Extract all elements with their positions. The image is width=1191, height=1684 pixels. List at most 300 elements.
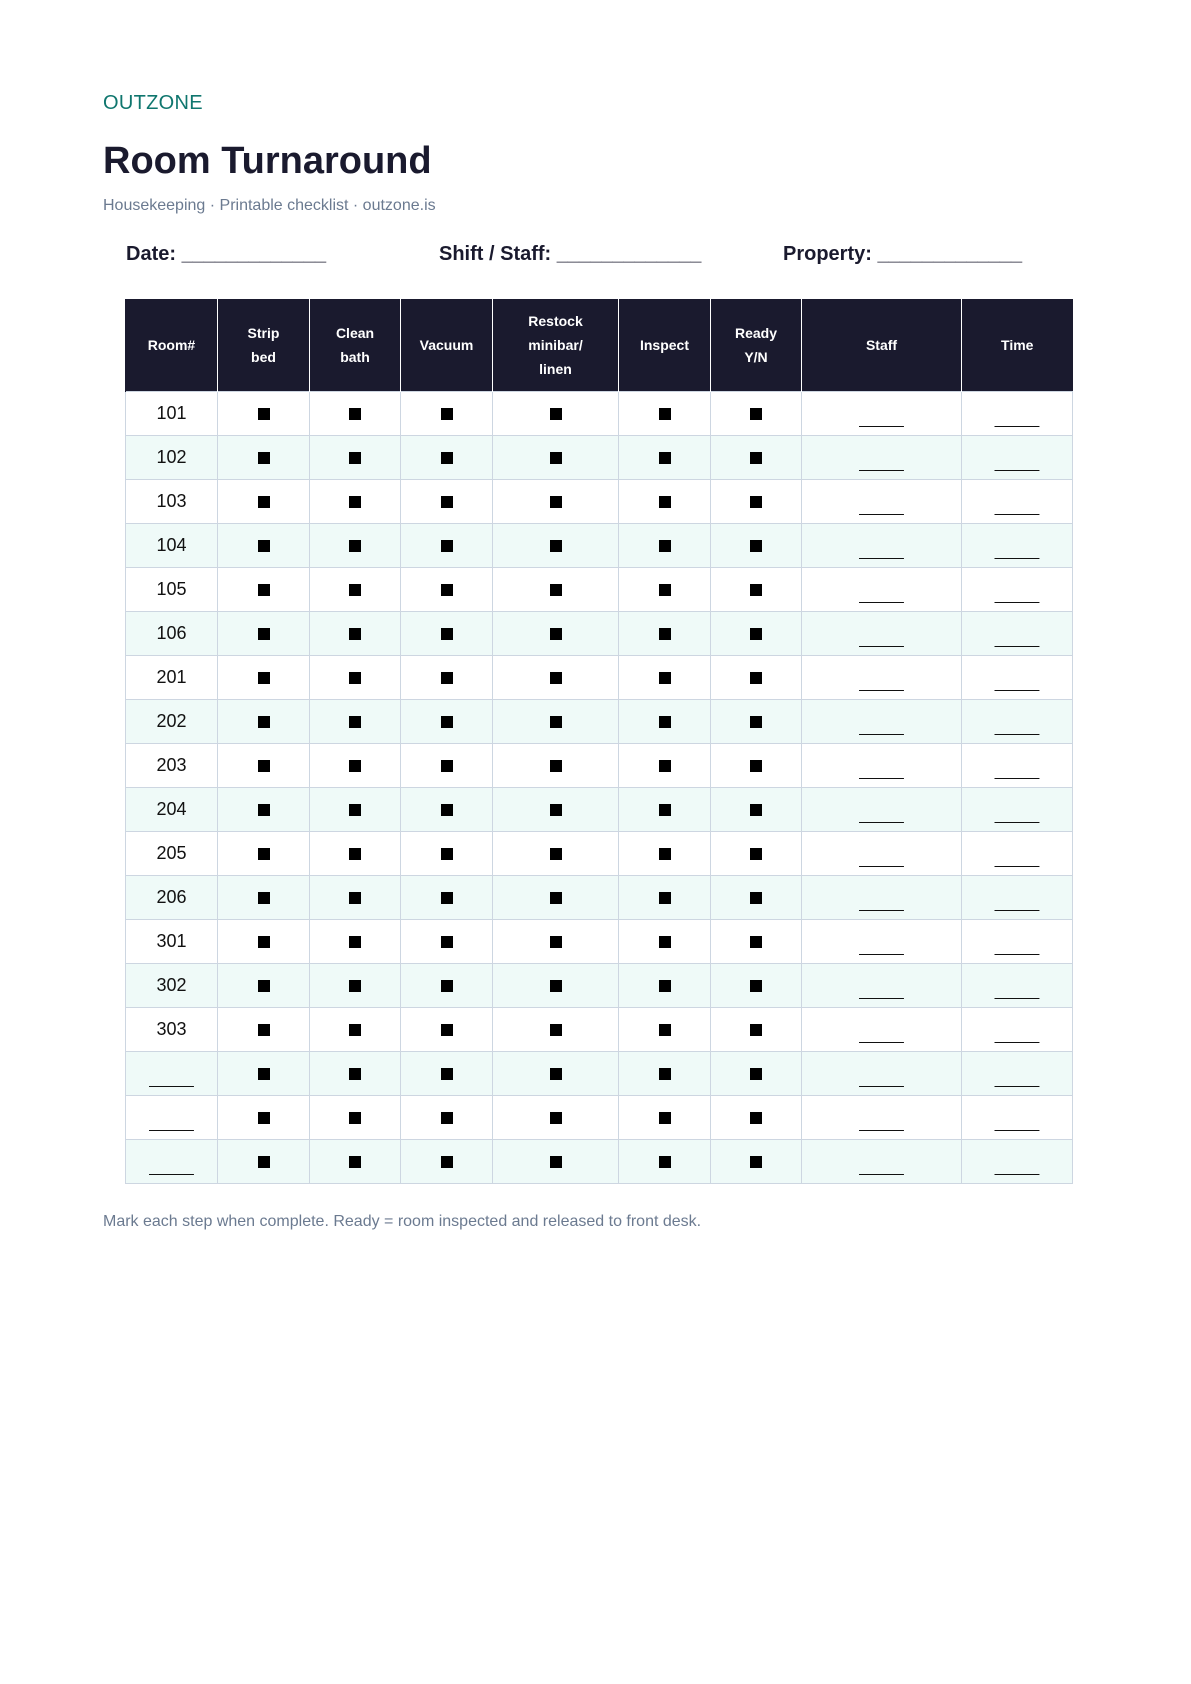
- checkbox-square-icon[interactable]: [349, 936, 361, 948]
- checkbox-cell-clean-bath[interactable]: [310, 567, 401, 611]
- checkbox-square-icon[interactable]: [750, 1068, 762, 1080]
- checkbox-square-icon[interactable]: [349, 1024, 361, 1036]
- table-body: [126, 391, 1073, 1183]
- checkbox-square-icon[interactable]: [550, 848, 562, 860]
- checkbox-cell-restock-minibar-linen[interactable]: [493, 1051, 619, 1095]
- checkbox-cell-inspect[interactable]: [619, 479, 711, 523]
- checkbox-square-icon[interactable]: [659, 584, 671, 596]
- checkbox-cell-strip-bed[interactable]: [218, 1051, 310, 1095]
- checkbox-square-icon[interactable]: [659, 1068, 671, 1080]
- checkbox-square-icon[interactable]: [659, 1024, 671, 1036]
- staff-blank-line: _____: [859, 410, 904, 428]
- checkbox-square-icon[interactable]: [550, 672, 562, 684]
- room-number-cell[interactable]: [126, 1051, 218, 1095]
- checkbox-square-icon[interactable]: [349, 452, 361, 464]
- checkbox-square-icon[interactable]: [441, 936, 453, 948]
- checkbox-cell-inspect[interactable]: [619, 875, 711, 919]
- checkbox-cell-clean-bath[interactable]: [310, 655, 401, 699]
- staff-blank-cell[interactable]: [802, 831, 962, 875]
- room-number-cell: [126, 699, 218, 743]
- shift-staff-field[interactable]: Shift / Staff: _____________: [439, 243, 702, 265]
- column-header-staff: [802, 299, 962, 391]
- checkbox-cell-restock-minibar-linen[interactable]: [493, 963, 619, 1007]
- staff-blank-cell[interactable]: [802, 963, 962, 1007]
- property-field[interactable]: Property: _____________: [783, 243, 1023, 265]
- time-blank-cell[interactable]: [962, 1007, 1073, 1051]
- checkbox-square-icon[interactable]: [258, 848, 270, 860]
- checkbox-square-icon[interactable]: [258, 936, 270, 948]
- checkbox-square-icon[interactable]: [349, 496, 361, 508]
- time-blank-cell[interactable]: [962, 919, 1073, 963]
- room-number-cell: [126, 567, 218, 611]
- checkbox-cell-inspect[interactable]: [619, 699, 711, 743]
- checkbox-square-icon[interactable]: [659, 848, 671, 860]
- checkbox-square-icon[interactable]: [258, 1068, 270, 1080]
- staff-blank-cell[interactable]: [802, 1139, 962, 1183]
- checkbox-cell-vacuum[interactable]: [401, 523, 493, 567]
- checkbox-square-icon[interactable]: [349, 1156, 361, 1168]
- checkbox-cell-strip-bed[interactable]: [218, 435, 310, 479]
- time-blank-cell[interactable]: [962, 479, 1073, 523]
- staff-blank-line: _____: [859, 762, 904, 780]
- staff-blank-cell[interactable]: [802, 743, 962, 787]
- checkbox-cell-restock-minibar-linen[interactable]: [493, 655, 619, 699]
- checkbox-cell-vacuum[interactable]: [401, 1139, 493, 1183]
- staff-blank-line: _____: [859, 1158, 904, 1176]
- checkbox-cell-clean-bath[interactable]: [310, 963, 401, 1007]
- checkbox-square-icon[interactable]: [441, 672, 453, 684]
- checkbox-cell-clean-bath[interactable]: [310, 875, 401, 919]
- checkbox-cell-vacuum[interactable]: [401, 919, 493, 963]
- checkbox-square-icon[interactable]: [441, 760, 453, 772]
- checkbox-square-icon[interactable]: [349, 760, 361, 772]
- checkbox-cell-ready[interactable]: [711, 435, 802, 479]
- checkbox-cell-strip-bed[interactable]: [218, 655, 310, 699]
- checkbox-cell-ready[interactable]: [711, 831, 802, 875]
- checkbox-square-icon[interactable]: [349, 716, 361, 728]
- checkbox-square-icon[interactable]: [550, 1068, 562, 1080]
- checkbox-cell-ready[interactable]: [711, 1007, 802, 1051]
- staff-blank-cell[interactable]: [802, 391, 962, 435]
- table-row: [126, 831, 1073, 875]
- checkbox-square-icon[interactable]: [550, 892, 562, 904]
- staff-blank-cell[interactable]: [802, 919, 962, 963]
- checkbox-cell-restock-minibar-linen[interactable]: [493, 1095, 619, 1139]
- table-header-row: [126, 299, 1073, 391]
- checkbox-cell-ready[interactable]: [711, 611, 802, 655]
- checkbox-cell-restock-minibar-linen[interactable]: [493, 479, 619, 523]
- checkbox-square-icon[interactable]: [349, 1112, 361, 1124]
- checkbox-cell-ready[interactable]: [711, 787, 802, 831]
- checkbox-cell-strip-bed[interactable]: [218, 1007, 310, 1051]
- checkbox-cell-clean-bath[interactable]: [310, 1139, 401, 1183]
- checkbox-cell-vacuum[interactable]: [401, 787, 493, 831]
- staff-blank-cell[interactable]: [802, 1007, 962, 1051]
- checkbox-cell-strip-bed[interactable]: [218, 611, 310, 655]
- checkbox-square-icon[interactable]: [659, 892, 671, 904]
- checkbox-square-icon[interactable]: [258, 804, 270, 816]
- checkbox-square-icon[interactable]: [441, 980, 453, 992]
- checkbox-square-icon[interactable]: [750, 584, 762, 596]
- checkbox-cell-inspect[interactable]: [619, 1051, 711, 1095]
- checkbox-square-icon[interactable]: [441, 1024, 453, 1036]
- checkbox-square-icon[interactable]: [659, 452, 671, 464]
- checkbox-square-icon[interactable]: [349, 584, 361, 596]
- checkbox-square-icon[interactable]: [750, 408, 762, 420]
- checkbox-cell-vacuum[interactable]: [401, 567, 493, 611]
- checkbox-square-icon[interactable]: [349, 1068, 361, 1080]
- room-number: 202: [156, 710, 187, 731]
- checkbox-cell-ready[interactable]: [711, 743, 802, 787]
- time-blank-cell[interactable]: [962, 699, 1073, 743]
- checkbox-cell-clean-bath[interactable]: [310, 919, 401, 963]
- checkbox-square-icon[interactable]: [550, 1156, 562, 1168]
- time-blank-line: _____: [994, 542, 1040, 560]
- checkbox-square-icon[interactable]: [750, 848, 762, 860]
- checkbox-cell-clean-bath[interactable]: [310, 1007, 401, 1051]
- staff-blank-cell[interactable]: [802, 567, 962, 611]
- checkbox-cell-strip-bed[interactable]: [218, 743, 310, 787]
- table-row: [126, 919, 1073, 963]
- checkbox-cell-clean-bath[interactable]: [310, 743, 401, 787]
- checkbox-square-icon[interactable]: [441, 804, 453, 816]
- checkbox-square-icon[interactable]: [750, 936, 762, 948]
- checkbox-square-icon[interactable]: [441, 1156, 453, 1168]
- checkbox-square-icon[interactable]: [550, 1112, 562, 1124]
- time-blank-cell[interactable]: [962, 655, 1073, 699]
- checkbox-square-icon[interactable]: [349, 540, 361, 552]
- checkbox-square-icon[interactable]: [441, 496, 453, 508]
- checkbox-cell-vacuum[interactable]: [401, 655, 493, 699]
- time-blank-line: _____: [994, 1026, 1040, 1044]
- time-blank-cell[interactable]: [962, 1139, 1073, 1183]
- time-blank-cell[interactable]: [962, 787, 1073, 831]
- staff-blank-cell[interactable]: [802, 479, 962, 523]
- checkbox-cell-ready[interactable]: [711, 963, 802, 1007]
- checkbox-square-icon[interactable]: [349, 628, 361, 640]
- checkbox-cell-ready[interactable]: [711, 567, 802, 611]
- checkbox-square-icon[interactable]: [441, 1112, 453, 1124]
- column-header-text: bath: [340, 348, 370, 365]
- checkbox-square-icon[interactable]: [750, 892, 762, 904]
- checkbox-square-icon[interactable]: [659, 540, 671, 552]
- checkbox-cell-strip-bed[interactable]: [218, 919, 310, 963]
- checkbox-square-icon[interactable]: [550, 452, 562, 464]
- checkbox-cell-vacuum[interactable]: [401, 435, 493, 479]
- checkbox-square-icon[interactable]: [550, 716, 562, 728]
- checkbox-square-icon[interactable]: [659, 1112, 671, 1124]
- checkbox-square-icon[interactable]: [258, 1156, 270, 1168]
- checkbox-square-icon[interactable]: [550, 760, 562, 772]
- checkbox-cell-restock-minibar-linen[interactable]: [493, 391, 619, 435]
- checkbox-square-icon[interactable]: [258, 452, 270, 464]
- checkbox-square-icon[interactable]: [659, 936, 671, 948]
- checkbox-cell-strip-bed[interactable]: [218, 479, 310, 523]
- checkbox-cell-inspect[interactable]: [619, 919, 711, 963]
- room-number-cell: [126, 655, 218, 699]
- checkbox-square-icon[interactable]: [659, 496, 671, 508]
- checkbox-cell-inspect[interactable]: [619, 435, 711, 479]
- checkbox-cell-restock-minibar-linen[interactable]: [493, 1007, 619, 1051]
- room-number-cell: [126, 479, 218, 523]
- time-blank-line: _____: [994, 894, 1040, 912]
- time-blank-cell[interactable]: [962, 1095, 1073, 1139]
- time-blank-line: _____: [994, 1158, 1040, 1176]
- time-blank-cell[interactable]: [962, 391, 1073, 435]
- checkbox-cell-vacuum[interactable]: [401, 391, 493, 435]
- page-subtitle: Housekeeping · Printable checklist · outzone.is: [103, 197, 436, 214]
- room-number: 204: [156, 798, 187, 819]
- checkbox-square-icon[interactable]: [659, 408, 671, 420]
- staff-blank-cell[interactable]: [802, 1095, 962, 1139]
- checkbox-cell-restock-minibar-linen[interactable]: [493, 787, 619, 831]
- checkbox-square-icon[interactable]: [550, 496, 562, 508]
- checkbox-square-icon[interactable]: [441, 628, 453, 640]
- checkbox-square-icon[interactable]: [349, 672, 361, 684]
- checkbox-cell-inspect[interactable]: [619, 567, 711, 611]
- time-blank-cell[interactable]: [962, 743, 1073, 787]
- staff-blank-cell[interactable]: [802, 875, 962, 919]
- checkbox-square-icon[interactable]: [441, 452, 453, 464]
- time-blank-line: _____: [994, 674, 1040, 692]
- checkbox-cell-ready[interactable]: [711, 1051, 802, 1095]
- checkbox-square-icon[interactable]: [258, 584, 270, 596]
- checkbox-square-icon[interactable]: [349, 892, 361, 904]
- checkbox-square-icon[interactable]: [258, 760, 270, 772]
- checkbox-square-icon[interactable]: [659, 628, 671, 640]
- checkbox-square-icon[interactable]: [349, 408, 361, 420]
- checkbox-square-icon[interactable]: [750, 672, 762, 684]
- table-row: [126, 523, 1073, 567]
- checkbox-cell-inspect[interactable]: [619, 831, 711, 875]
- checkbox-cell-restock-minibar-linen[interactable]: [493, 435, 619, 479]
- brand-name: OUTZONE: [103, 92, 203, 114]
- checkbox-cell-inspect[interactable]: [619, 655, 711, 699]
- checkbox-cell-strip-bed[interactable]: [218, 831, 310, 875]
- checkbox-square-icon[interactable]: [750, 1112, 762, 1124]
- checkbox-square-icon[interactable]: [750, 1024, 762, 1036]
- checkbox-square-icon[interactable]: [258, 496, 270, 508]
- checkbox-square-icon[interactable]: [349, 980, 361, 992]
- checkbox-cell-vacuum[interactable]: [401, 479, 493, 523]
- time-blank-line: _____: [994, 762, 1040, 780]
- checkbox-cell-clean-bath[interactable]: [310, 1095, 401, 1139]
- table-row: [126, 655, 1073, 699]
- checkbox-square-icon[interactable]: [750, 716, 762, 728]
- checkbox-square-icon[interactable]: [349, 804, 361, 816]
- time-blank-line: _____: [994, 586, 1040, 604]
- checkbox-cell-strip-bed[interactable]: [218, 963, 310, 1007]
- checkbox-square-icon[interactable]: [750, 628, 762, 640]
- time-blank-cell[interactable]: [962, 611, 1073, 655]
- checkbox-cell-vacuum[interactable]: [401, 1007, 493, 1051]
- time-blank-cell[interactable]: [962, 963, 1073, 1007]
- room-number: 103: [156, 490, 187, 511]
- checkbox-square-icon[interactable]: [550, 1024, 562, 1036]
- checkbox-cell-vacuum[interactable]: [401, 831, 493, 875]
- time-blank-cell[interactable]: [962, 523, 1073, 567]
- room-number-cell: [126, 743, 218, 787]
- room-number-cell[interactable]: [126, 1139, 218, 1183]
- checkbox-cell-clean-bath[interactable]: [310, 611, 401, 655]
- staff-blank-line: _____: [859, 982, 904, 1000]
- checkbox-square-icon[interactable]: [258, 716, 270, 728]
- checkbox-cell-inspect[interactable]: [619, 391, 711, 435]
- checkbox-square-icon[interactable]: [659, 672, 671, 684]
- checkbox-cell-clean-bath[interactable]: [310, 479, 401, 523]
- checkbox-cell-restock-minibar-linen[interactable]: [493, 919, 619, 963]
- checkbox-cell-restock-minibar-linen[interactable]: [493, 831, 619, 875]
- checkbox-cell-inspect[interactable]: [619, 611, 711, 655]
- checkbox-cell-strip-bed[interactable]: [218, 567, 310, 611]
- checkbox-square-icon[interactable]: [258, 540, 270, 552]
- checkbox-square-icon[interactable]: [258, 628, 270, 640]
- column-header-text: Ready: [734, 324, 778, 341]
- checkbox-cell-restock-minibar-linen[interactable]: [493, 567, 619, 611]
- checkbox-cell-ready[interactable]: [711, 699, 802, 743]
- checkbox-cell-ready[interactable]: [711, 479, 802, 523]
- checkbox-cell-strip-bed[interactable]: [218, 875, 310, 919]
- room-number: 302: [156, 974, 187, 995]
- checkbox-square-icon[interactable]: [441, 584, 453, 596]
- checkbox-cell-vacuum[interactable]: [401, 1051, 493, 1095]
- checkbox-square-icon[interactable]: [258, 892, 270, 904]
- checkbox-square-icon[interactable]: [441, 540, 453, 552]
- checkbox-cell-vacuum[interactable]: [401, 963, 493, 1007]
- checkbox-square-icon[interactable]: [550, 804, 562, 816]
- checkbox-cell-vacuum[interactable]: [401, 699, 493, 743]
- table-row: [126, 435, 1073, 479]
- time-blank-cell[interactable]: [962, 875, 1073, 919]
- staff-blank-line: _____: [859, 454, 904, 472]
- checkbox-square-icon[interactable]: [550, 980, 562, 992]
- checkbox-cell-inspect[interactable]: [619, 1007, 711, 1051]
- checkbox-cell-restock-minibar-linen[interactable]: [493, 743, 619, 787]
- staff-blank-cell[interactable]: [802, 611, 962, 655]
- checkbox-cell-ready[interactable]: [711, 391, 802, 435]
- checkbox-cell-clean-bath[interactable]: [310, 523, 401, 567]
- time-blank-cell[interactable]: [962, 435, 1073, 479]
- checkbox-square-icon[interactable]: [750, 540, 762, 552]
- checkbox-cell-strip-bed[interactable]: [218, 1139, 310, 1183]
- time-blank-cell[interactable]: [962, 831, 1073, 875]
- staff-blank-cell[interactable]: [802, 655, 962, 699]
- checkbox-cell-strip-bed[interactable]: [218, 523, 310, 567]
- checkbox-cell-restock-minibar-linen[interactable]: [493, 611, 619, 655]
- checkbox-cell-strip-bed[interactable]: [218, 787, 310, 831]
- checkbox-square-icon[interactable]: [750, 496, 762, 508]
- checkbox-cell-ready[interactable]: [711, 919, 802, 963]
- checkbox-cell-clean-bath[interactable]: [310, 787, 401, 831]
- checkbox-square-icon[interactable]: [550, 408, 562, 420]
- staff-blank-cell[interactable]: [802, 699, 962, 743]
- checkbox-square-icon[interactable]: [750, 452, 762, 464]
- staff-blank-cell[interactable]: [802, 1051, 962, 1095]
- staff-blank-cell[interactable]: [802, 435, 962, 479]
- staff-blank-line: _____: [859, 542, 904, 560]
- time-blank-cell[interactable]: [962, 1051, 1073, 1095]
- checkbox-square-icon[interactable]: [258, 408, 270, 420]
- checkbox-square-icon[interactable]: [441, 848, 453, 860]
- checkbox-cell-ready[interactable]: [711, 1139, 802, 1183]
- checkbox-cell-inspect[interactable]: [619, 787, 711, 831]
- checkbox-square-icon[interactable]: [441, 892, 453, 904]
- room-number: 106: [156, 622, 187, 643]
- checkbox-square-icon[interactable]: [750, 804, 762, 816]
- checkbox-cell-ready[interactable]: [711, 523, 802, 567]
- table-row: [126, 1051, 1073, 1095]
- checkbox-cell-ready[interactable]: [711, 1095, 802, 1139]
- checkbox-square-icon[interactable]: [659, 1156, 671, 1168]
- room-number-cell[interactable]: [126, 1095, 218, 1139]
- checkbox-square-icon[interactable]: [441, 716, 453, 728]
- date-field[interactable]: Date: _____________: [126, 243, 327, 265]
- checkbox-cell-restock-minibar-linen[interactable]: [493, 523, 619, 567]
- checkbox-square-icon[interactable]: [659, 760, 671, 772]
- checkbox-cell-vacuum[interactable]: [401, 611, 493, 655]
- checkbox-square-icon[interactable]: [441, 408, 453, 420]
- checkbox-cell-inspect[interactable]: [619, 523, 711, 567]
- checkbox-square-icon[interactable]: [659, 716, 671, 728]
- checkbox-square-icon[interactable]: [550, 936, 562, 948]
- checkbox-cell-strip-bed[interactable]: [218, 1095, 310, 1139]
- staff-blank-cell[interactable]: [802, 523, 962, 567]
- checkbox-cell-ready[interactable]: [711, 875, 802, 919]
- checkbox-cell-restock-minibar-linen[interactable]: [493, 1139, 619, 1183]
- checkbox-square-icon[interactable]: [750, 980, 762, 992]
- checkbox-square-icon[interactable]: [550, 584, 562, 596]
- checkbox-cell-clean-bath[interactable]: [310, 699, 401, 743]
- checkbox-cell-inspect[interactable]: [619, 1139, 711, 1183]
- checkbox-cell-clean-bath[interactable]: [310, 831, 401, 875]
- checkbox-cell-vacuum[interactable]: [401, 743, 493, 787]
- column-header-room: [126, 299, 218, 391]
- staff-blank-cell[interactable]: [802, 787, 962, 831]
- checkbox-cell-clean-bath[interactable]: [310, 1051, 401, 1095]
- room-number: 301: [156, 930, 187, 951]
- checkbox-square-icon[interactable]: [258, 1112, 270, 1124]
- checkbox-cell-strip-bed[interactable]: [218, 391, 310, 435]
- checkbox-square-icon[interactable]: [659, 804, 671, 816]
- time-blank-cell[interactable]: [962, 567, 1073, 611]
- checkbox-square-icon[interactable]: [349, 848, 361, 860]
- checkbox-cell-strip-bed[interactable]: [218, 699, 310, 743]
- room-number: 104: [156, 534, 187, 555]
- checkbox-square-icon[interactable]: [258, 980, 270, 992]
- checkbox-square-icon[interactable]: [659, 980, 671, 992]
- checkbox-cell-vacuum[interactable]: [401, 1095, 493, 1139]
- checkbox-square-icon[interactable]: [550, 540, 562, 552]
- checkbox-cell-restock-minibar-linen[interactable]: [493, 699, 619, 743]
- checkbox-cell-clean-bath[interactable]: [310, 391, 401, 435]
- checkbox-square-icon[interactable]: [258, 672, 270, 684]
- checkbox-cell-restock-minibar-linen[interactable]: [493, 875, 619, 919]
- time-blank-line: _____: [994, 938, 1040, 956]
- checkbox-cell-ready[interactable]: [711, 655, 802, 699]
- checkbox-square-icon[interactable]: [750, 1156, 762, 1168]
- checkbox-cell-inspect[interactable]: [619, 743, 711, 787]
- checkbox-cell-vacuum[interactable]: [401, 875, 493, 919]
- room-number: 206: [156, 886, 187, 907]
- checkbox-square-icon[interactable]: [258, 1024, 270, 1036]
- checkbox-cell-inspect[interactable]: [619, 963, 711, 1007]
- checkbox-square-icon[interactable]: [550, 628, 562, 640]
- checkbox-cell-clean-bath[interactable]: [310, 435, 401, 479]
- checkbox-square-icon[interactable]: [750, 760, 762, 772]
- table-row: [126, 743, 1073, 787]
- checkbox-cell-inspect[interactable]: [619, 1095, 711, 1139]
- checkbox-square-icon[interactable]: [441, 1068, 453, 1080]
